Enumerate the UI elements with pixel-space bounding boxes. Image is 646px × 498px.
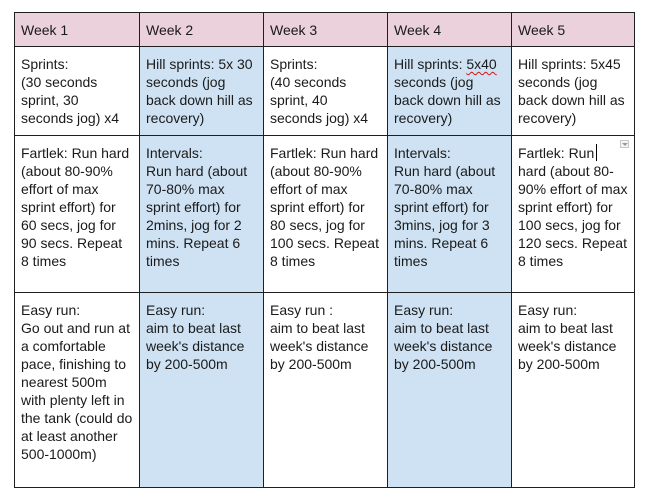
cell-text-suffix: hard (about 80-90% effort of max sprint effort) for 100 secs, jog for 120 secs. Repeat 8 times (518, 145, 632, 269)
cell-week-2-sprints[interactable]: Hill sprints: 5x 30 seconds (jog back down hill as recovery) (140, 47, 264, 136)
cell-text-prefix: Hill sprints: (394, 56, 467, 72)
cell-text-suffix: seconds (jog back down hill as recovery) (394, 56, 505, 126)
cell-week-3-easy-run[interactable]: Easy run : aim to beat last week's distance by 200-500m (264, 293, 388, 488)
cell-week-1-fartlek[interactable]: Fartlek: Run hard (about 80-90% effort of max sprint effort) for 60 secs, jog for 90 secs. Repeat 8 times (15, 136, 140, 293)
easy-run-row (15, 293, 635, 488)
header-week-2[interactable]: Week 2 (140, 13, 264, 47)
header-week-5[interactable]: Week 5 (512, 13, 635, 47)
sprints-row (15, 47, 635, 136)
cell-week-5-fartlek[interactable] (512, 136, 635, 293)
cell-week-1-sprints[interactable]: Sprints: (30 seconds sprint, 30 seconds jog) x4 (15, 47, 140, 136)
header-week-3[interactable]: Week 3 (264, 13, 388, 47)
cell-menu-dropdown-icon[interactable] (620, 140, 629, 148)
cell-week-3-fartlek[interactable]: Fartlek: Run hard (about 80-90% effort of max sprint effort) for 80 secs, jog for 100 secs. Repeat 8 times (264, 136, 388, 293)
cell-week-4-easy-run[interactable]: Easy run: aim to beat last week's distance by 200-500m (388, 293, 512, 488)
cell-text-prefix: Fartlek: Run (518, 145, 595, 161)
header-week-1[interactable]: Week 1 (15, 13, 140, 47)
header-row (15, 13, 635, 47)
intervals-row (15, 136, 635, 293)
cell-week-2-intervals[interactable]: Intervals: Run hard (about 70-80% max sprint effort) for 2mins, jog for 2 mins. Repeat 6 times (140, 136, 264, 293)
cell-week-2-easy-run[interactable]: Easy run: aim to beat last week's distance by 200-500m (140, 293, 264, 488)
cell-week-4-intervals[interactable]: Intervals: Run hard (about 70-80% max sprint effort) for 3mins, jog for 3 mins. Repeat 6 times (388, 136, 512, 293)
cell-week-3-sprints[interactable]: Sprints: (40 seconds sprint, 40 seconds jog) x4 (264, 47, 388, 136)
spellcheck-flagged-word[interactable]: 5x40 (466, 56, 497, 72)
cell-week-4-sprints[interactable] (388, 47, 512, 136)
cell-week-5-sprints[interactable]: Hill sprints: 5x45 seconds (jog back down hill as recovery) (512, 47, 635, 136)
training-plan-table (14, 12, 635, 488)
cell-week-1-easy-run[interactable]: Easy run: Go out and run at a comfortable pace, finishing to nearest 500m with plenty left in the tank (could do at least another 500-1000m) (15, 293, 140, 488)
cell-week-5-easy-run[interactable]: Easy run: aim to beat last week's distance by 200-500m (512, 293, 635, 488)
header-week-4[interactable]: Week 4 (388, 13, 512, 47)
